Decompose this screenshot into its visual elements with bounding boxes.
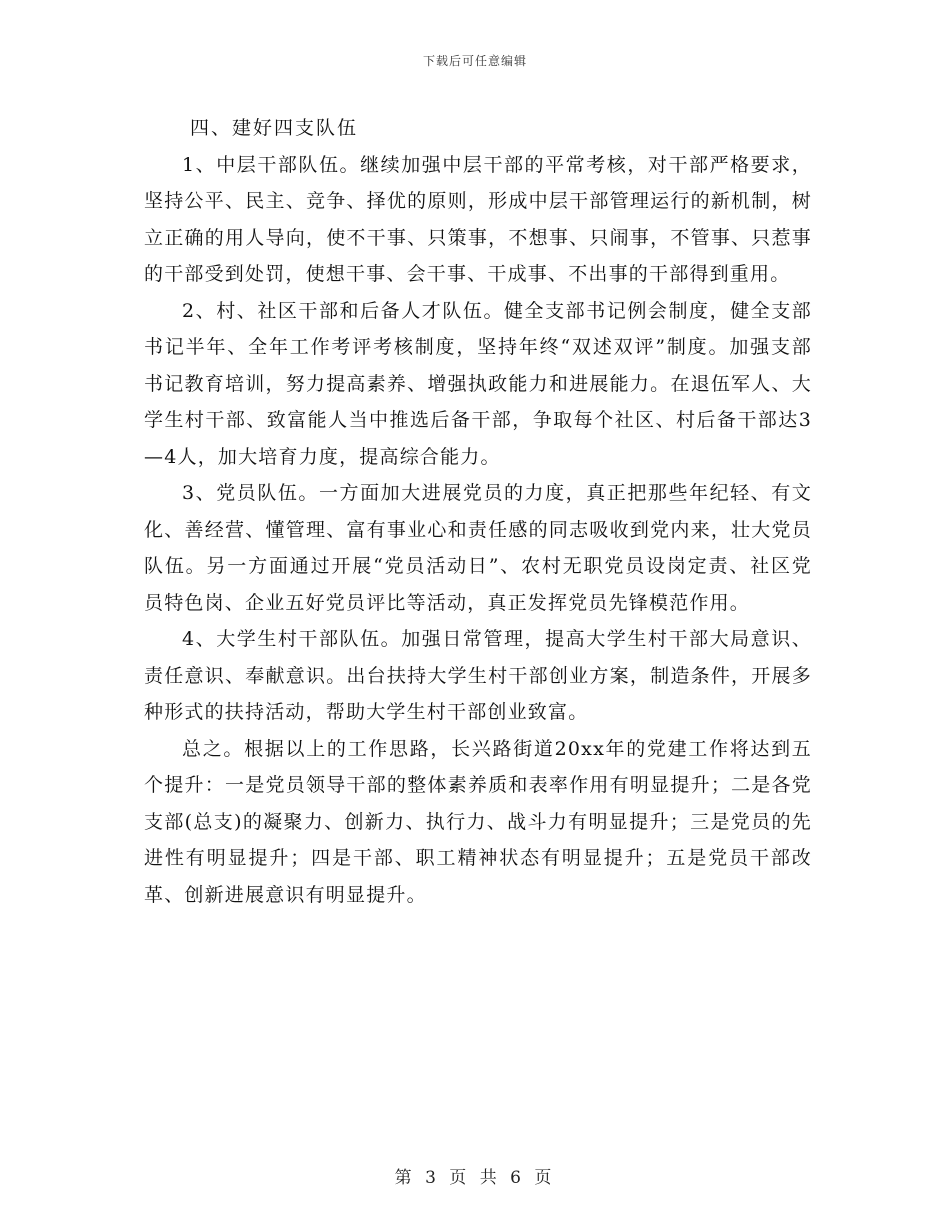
document-body — [144, 110, 812, 913]
paragraph-summary: 总之。根据以上的工作思路，长兴路街道20xx年的党建工作将达到五个提升：一是党员领导干部的整体素养质和表率作用有明显提升；二是各党支部(总支)的凝聚力、创新力、执行力、战斗力有明显提升；三是党员的先进性有明显提升；四是干部、职工精神状态有明显提升；五是党员干部改革、创新进展意识有明显提升。 — [144, 737, 812, 906]
page-header-note: 下载后可任意编辑 — [422, 54, 527, 68]
paragraph-village-community-cadres: 2、村、社区干部和后备人才队伍。健全支部书记例会制度，健全支部书记半年、全年工作考评考核制度，坚持年终“双述双评”制度。加强支部书记教育培训，努力提高素养、增强执政能力和进展能力。在退伍军人、大学生村干部、致富能人当中推选后备干部，争取每个社区、村后备干部达3—4人，加大培育力度，提高综合能力。 — [144, 299, 812, 468]
section-title: 四、建好四支队伍 — [190, 117, 359, 139]
paragraph-party-members: 3、党员队伍。一方面加大进展党员的力度，真正把那些年纪轻、有文化、善经营、懂管理、富有事业心和责任感的同志吸收到党内来，壮大党员队伍。另一方面通过开展“党员活动日”、农村无职党员设岗定责、社区党员特色岗、企业五好党员评比等活动，真正发挥党员先锋模范作用。 — [144, 482, 812, 614]
paragraph-middle-cadres: 1、中层干部队伍。继续加强中层干部的平常考核，对干部严格要求，坚持公平、民主、竞争、择优的原则，形成中层干部管理运行的新机制，树立正确的用人导向，使不干事、只策事，不想事、只闹事，不管事、只惹事的干部受到处罚，使想干事、会干事、干成事、不出事的干部得到重用。 — [144, 153, 812, 285]
paragraph-college-village-cadres: 4、大学生村干部队伍。加强日常管理，提高大学生村干部大局意识、责任意识、奉献意识。出台扶持大学生村干部创业方案，制造条件，开展多种形式的扶持活动，帮助大学生村干部创业致富。 — [144, 628, 812, 723]
page-number: 第 3 页 共 6 页 — [394, 1168, 556, 1188]
